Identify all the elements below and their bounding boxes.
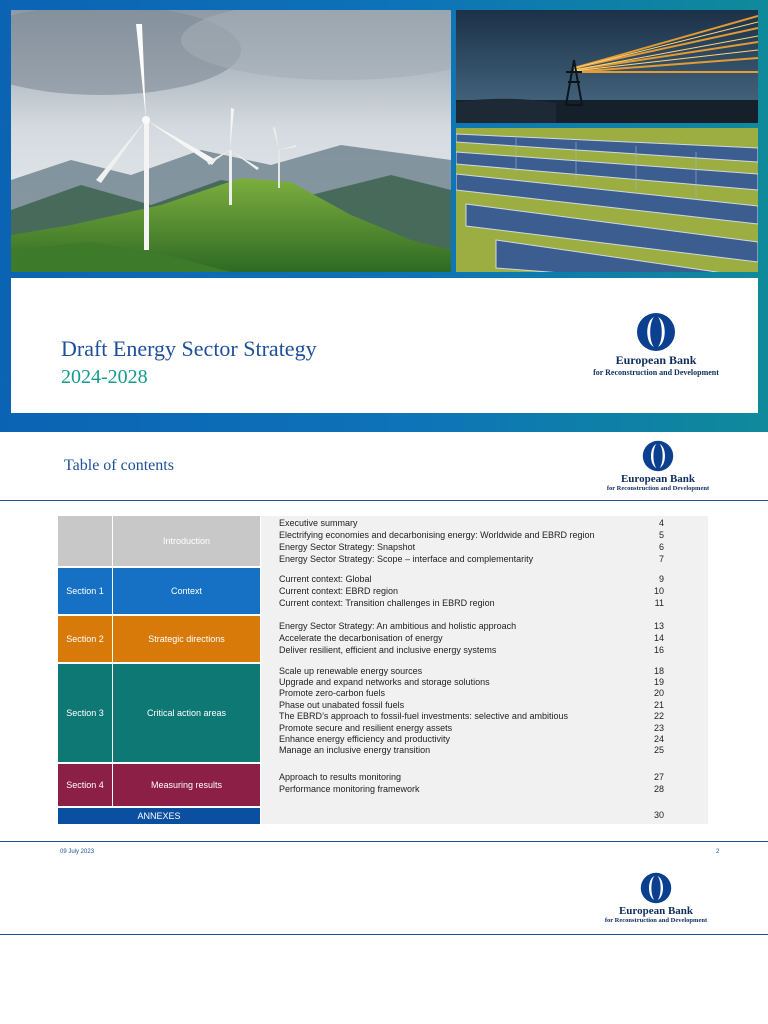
section-label-4: Section 4 — [58, 764, 112, 806]
section-label-2: Section 2 — [58, 616, 112, 662]
toc-entry[interactable]: Scale up renewable energy sources — [279, 666, 423, 676]
page-title: Table of contents — [64, 457, 174, 474]
toc-page-number: 20 — [653, 688, 664, 698]
toc-entry[interactable]: Phase out unabated fossil fuels — [279, 700, 405, 710]
toc-page-number: 6 — [658, 542, 664, 552]
footer-page-number: 2 — [716, 849, 720, 855]
logo-subtitle: for Reconstruction and Development — [606, 485, 710, 492]
toc-page-number: 14 — [653, 633, 664, 643]
section-label-intro — [58, 516, 112, 566]
wind-turbines-photo — [11, 10, 451, 272]
toc-page-number: 19 — [653, 677, 664, 687]
ebrd-logo-icon — [640, 872, 672, 904]
annexes-label[interactable]: ANNEXES — [58, 808, 260, 824]
toc-page-number: 22 — [653, 711, 664, 721]
ebrd-logo-icon — [636, 312, 676, 352]
section-name-strategic-directions[interactable]: Strategic directions — [113, 616, 260, 662]
section-name-critical-action-areas[interactable]: Critical action areas — [113, 664, 260, 762]
solar-panels-photo — [456, 128, 758, 272]
cover-page — [0, 0, 768, 432]
logo-name: European Bank — [618, 905, 694, 917]
toc-page-number: 11 — [654, 598, 664, 608]
toc-page-number: 5 — [658, 530, 664, 540]
toc-entry[interactable]: Energy Sector Strategy: Scope – interface and complementarity — [279, 554, 534, 564]
toc-entry[interactable]: Energy Sector Strategy: An ambitious and holistic approach — [279, 621, 517, 631]
toc-entry[interactable]: Promote zero-carbon fuels — [279, 688, 386, 698]
ebrd-logo-icon — [642, 440, 674, 472]
toc-entry[interactable]: Promote secure and resilient energy assets — [279, 723, 453, 733]
toc-page-number: 7 — [658, 554, 664, 564]
toc-entry[interactable]: Current context: Global — [279, 574, 372, 584]
toc-entry[interactable]: The EBRD’s approach to fossil-fuel investments: selective and ambitious — [279, 711, 568, 721]
ebrd-logo — [581, 312, 731, 377]
cover-years: 2024-2028 — [61, 366, 148, 388]
footer-divider — [0, 841, 768, 842]
toc-entry[interactable]: Accelerate the decarbonisation of energy — [279, 633, 443, 643]
section-label-1: Section 1 — [58, 568, 112, 614]
toc-entry[interactable]: Energy Sector Strategy: Snapshot — [279, 542, 416, 552]
toc-page-number: 4 — [658, 518, 664, 528]
section-label-3: Section 3 — [58, 664, 112, 762]
toc-entry[interactable]: Enhance energy efficiency and productivity — [279, 734, 450, 744]
toc-entry[interactable]: Electrifying economies and decarbonising energy: Worldwide and EBRD region — [279, 530, 595, 540]
logo-subtitle: for Reconstruction and Development — [604, 917, 708, 924]
toc-page-number: 21 — [653, 700, 664, 710]
ebrd-logo — [588, 440, 728, 492]
logo-subtitle: for Reconstruction and Development — [593, 368, 719, 377]
section-name-context[interactable]: Context — [113, 568, 260, 614]
toc-page-number: 25 — [653, 745, 664, 755]
toc-entry[interactable]: Executive summary — [279, 518, 358, 528]
toc-page-number: 27 — [653, 772, 664, 782]
section-name-measuring-results[interactable]: Measuring results — [113, 764, 260, 806]
toc-entry[interactable]: Manage an inclusive energy transition — [279, 745, 431, 755]
bottom-divider — [0, 934, 768, 935]
toc-page-number: 30 — [653, 810, 664, 820]
ebrd-logo — [594, 872, 718, 924]
toc-page-number: 28 — [653, 784, 664, 794]
footer-date: 09 July 2023 — [60, 849, 95, 855]
toc-page-number: 9 — [658, 574, 664, 584]
logo-name: European Bank — [620, 473, 696, 485]
toc-page-number: 16 — [653, 645, 664, 655]
toc-entry[interactable]: Current context: Transition challenges in EBRD region — [279, 598, 495, 608]
logo-name: European Bank — [615, 353, 697, 367]
toc-page-number: 13 — [653, 621, 664, 631]
toc-entry[interactable]: Current context: EBRD region — [279, 586, 399, 596]
toc-page-number: 10 — [653, 586, 664, 596]
toc-page-number: 24 — [653, 734, 664, 744]
toc-entry[interactable]: Deliver resilient, efficient and inclusive energy systems — [279, 645, 497, 655]
power-lines-photo — [456, 10, 758, 123]
cover-title-panel — [11, 278, 758, 413]
toc-entry[interactable]: Approach to results monitoring — [279, 772, 402, 782]
header-divider — [0, 500, 768, 501]
cover-title: Draft Energy Sector Strategy — [61, 336, 317, 361]
toc-page-number: 23 — [653, 723, 664, 733]
toc-page-number: 18 — [653, 666, 664, 676]
toc-entry[interactable]: Performance monitoring framework — [279, 784, 420, 794]
toc-entry[interactable]: Upgrade and expand networks and storage solutions — [279, 677, 490, 687]
section-name-introduction[interactable]: Introduction — [113, 516, 260, 566]
